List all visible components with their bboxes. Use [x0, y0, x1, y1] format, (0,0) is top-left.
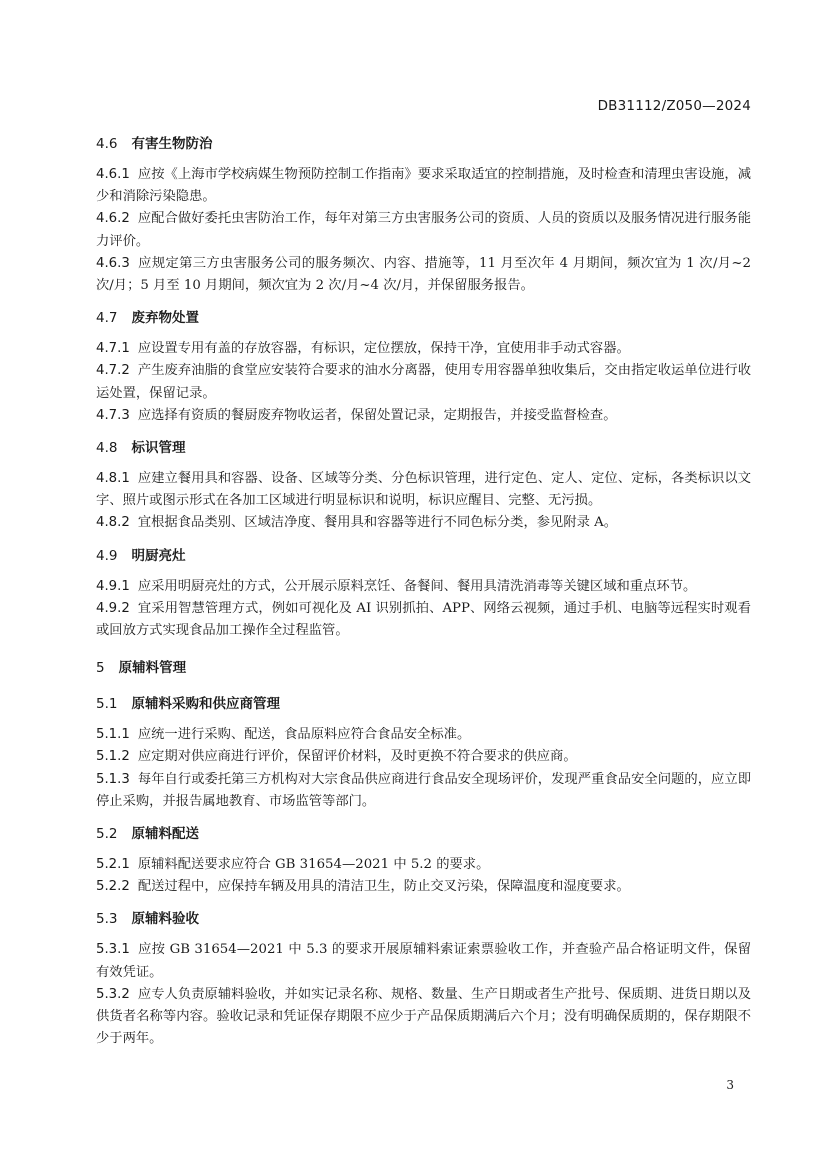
clause-number: 5.1.3	[96, 771, 130, 787]
clause-text: 应选择有资质的餐厨废弃物收运者，保留处置记录，定期报告，并接受监督检查。	[137, 407, 617, 423]
clause	[96, 598, 751, 642]
clause-number: 4.7.2	[96, 363, 130, 379]
section-number: 5.3	[96, 911, 118, 928]
section-title: 标识管理	[131, 440, 186, 457]
clause-text: 应定期对供应商进行评价，保留评价材料，及时更换不符合要求的供应商。	[137, 749, 577, 765]
clause-number: 5.2.2	[96, 879, 130, 895]
clause	[96, 405, 751, 427]
clause-number: 4.8.2	[96, 515, 130, 531]
clause-text: 应配合做好委托虫害防治工作，每年对第三方虫害服务公司的资质、人员的资质以及服务情况进行服务能力评价。	[96, 211, 751, 249]
clause-text: 应按《上海市学校病媒生物预防控制工作指南》要求采取适宜的控制措施，及时检查和清理虫害设施，减少和消除污染隐患。	[96, 167, 751, 205]
section-heading	[96, 545, 751, 567]
clause-text: 产生废弃油脂的食堂应安装符合要求的油水分离器，使用专用容器单独收集后，交由指定收运单位进行收运处置，保留记录。	[96, 363, 751, 401]
clause-text: 应专人负责原辅料验收，并如实记录名称、规格、数量、生产日期或者生产批号、保质期、进货日期以及供货者名称等内容。验收记录和凭证保存期限不应少于产品保质期满后六个月；没有明确保质期的，保存期限不少于两年。	[96, 986, 751, 1047]
section-number: 4.7	[96, 310, 118, 327]
clause	[96, 724, 751, 746]
clause	[96, 984, 751, 1051]
document-body	[96, 133, 751, 1060]
section-title: 原辅料采购和供应商管理	[131, 696, 280, 713]
clause-number: 4.6.2	[96, 211, 130, 227]
section-number: 5.1	[96, 696, 118, 713]
clause-number: 4.9.1	[96, 578, 130, 594]
section-heading	[96, 307, 751, 329]
section-4-8	[96, 437, 751, 535]
section-title: 原辅料配送	[131, 826, 199, 843]
clause	[96, 360, 751, 404]
clause	[96, 208, 751, 252]
section-5-2	[96, 823, 751, 898]
clause	[96, 939, 751, 983]
clause-text: 宜采用智慧管理方式，例如可视化及 AI 识别抓拍、APP、网络云视频，通过手机、电脑等远程实时观看或回放方式实现食品加工操作全过程监管。	[96, 600, 751, 639]
document-code: DB31112/Z050—2024	[597, 98, 751, 114]
page-number: 3	[726, 1078, 734, 1092]
clause-text: 原辅料配送要求应符合 GB 31654—2021 中 5.2 的要求。	[137, 857, 490, 873]
section-number: 4.8	[96, 440, 118, 457]
clause	[96, 253, 751, 297]
section-number: 4.6	[96, 136, 118, 152]
section-heading	[96, 133, 751, 155]
clause-number: 4.8.1	[96, 471, 130, 487]
chapter-number: 5	[96, 660, 105, 677]
clause-text: 应设置专用有盖的存放容器，有标识，定位摆放，保持干净，宜使用非手动式容器。	[137, 341, 630, 357]
clause-number: 5.1.2	[96, 749, 130, 765]
section-5-1	[96, 693, 751, 813]
clause	[96, 512, 751, 534]
clause-text: 应统一进行采购、配送，食品原料应符合食品安全标准。	[137, 727, 471, 743]
section-heading	[96, 437, 751, 459]
clause	[96, 576, 751, 598]
clause-number: 4.6.1	[96, 167, 130, 182]
clause-text: 应按 GB 31654—2021 中 5.3 的要求开展原辅料索证索票验收工作，并查验产品合格证明文件，保留有效凭证。	[96, 942, 751, 980]
clause-number: 5.2.1	[96, 857, 130, 873]
section-title: 原辅料验收	[131, 911, 199, 928]
clause	[96, 876, 751, 898]
section-number: 5.2	[96, 826, 118, 843]
clause	[96, 769, 751, 813]
clause-number: 5.3.2	[96, 986, 130, 1002]
section-5-3	[96, 908, 751, 1050]
clause-number: 5.3.1	[96, 942, 130, 958]
clause-number: 4.7.3	[96, 407, 130, 423]
clause-text: 宜根据食品类别、区域洁净度、餐用具和容器等进行不同色标分类，参见附录 A。	[137, 515, 618, 531]
section-heading	[96, 823, 751, 845]
section-4-9	[96, 545, 751, 643]
clause	[96, 854, 751, 876]
chapter-title: 原辅料管理	[118, 660, 187, 677]
section-4-6	[96, 133, 751, 297]
section-title: 明厨亮灶	[131, 547, 186, 564]
clause	[96, 338, 751, 360]
clause-number: 4.9.2	[96, 600, 130, 616]
section-title: 废弃物处置	[131, 310, 199, 327]
clause-text: 每年自行或委托第三方机构对大宗食品供应商进行食品安全现场评价，发现严重食品安全问题的，应立即停止采购，并报告属地教育、市场监管等部门。	[96, 771, 751, 809]
clause	[96, 468, 751, 512]
chapter-heading	[96, 657, 751, 679]
section-heading	[96, 693, 751, 715]
clause-number: 4.6.3	[96, 255, 130, 271]
clause-text: 应规定第三方虫害服务公司的服务频次、内容、措施等，11 月至次年 4 月期间，频次宜为 1 次/月~2 次/月；5 月至 10 月期间，频次宜为 2 次/月~4 次/月，并保留服务报告。	[96, 255, 751, 294]
clause-text: 应采用明厨亮灶的方式，公开展示原料烹饪、备餐间、餐用具清洗消毒等关键区域和重点环节。	[137, 578, 697, 594]
clause-text: 应建立餐用具和容器、设备、区域等分类、分色标识管理，进行定色、定人、定位、定标，各类标识以文字、照片或图示形式在各加工区域进行明显标识和说明，标识应醒目、完整、无污损。	[96, 471, 751, 509]
clause-text: 配送过程中，应保持车辆及用具的清洁卫生，防止交叉污染，保障温度和湿度要求。	[137, 879, 630, 895]
clause-number: 5.1.1	[96, 727, 130, 743]
section-number: 4.9	[96, 547, 118, 564]
section-heading	[96, 908, 751, 930]
clause	[96, 164, 751, 208]
section-title: 有害生物防治	[131, 136, 213, 152]
clause	[96, 746, 751, 768]
section-4-7	[96, 307, 751, 427]
clause-number: 4.7.1	[96, 341, 130, 357]
